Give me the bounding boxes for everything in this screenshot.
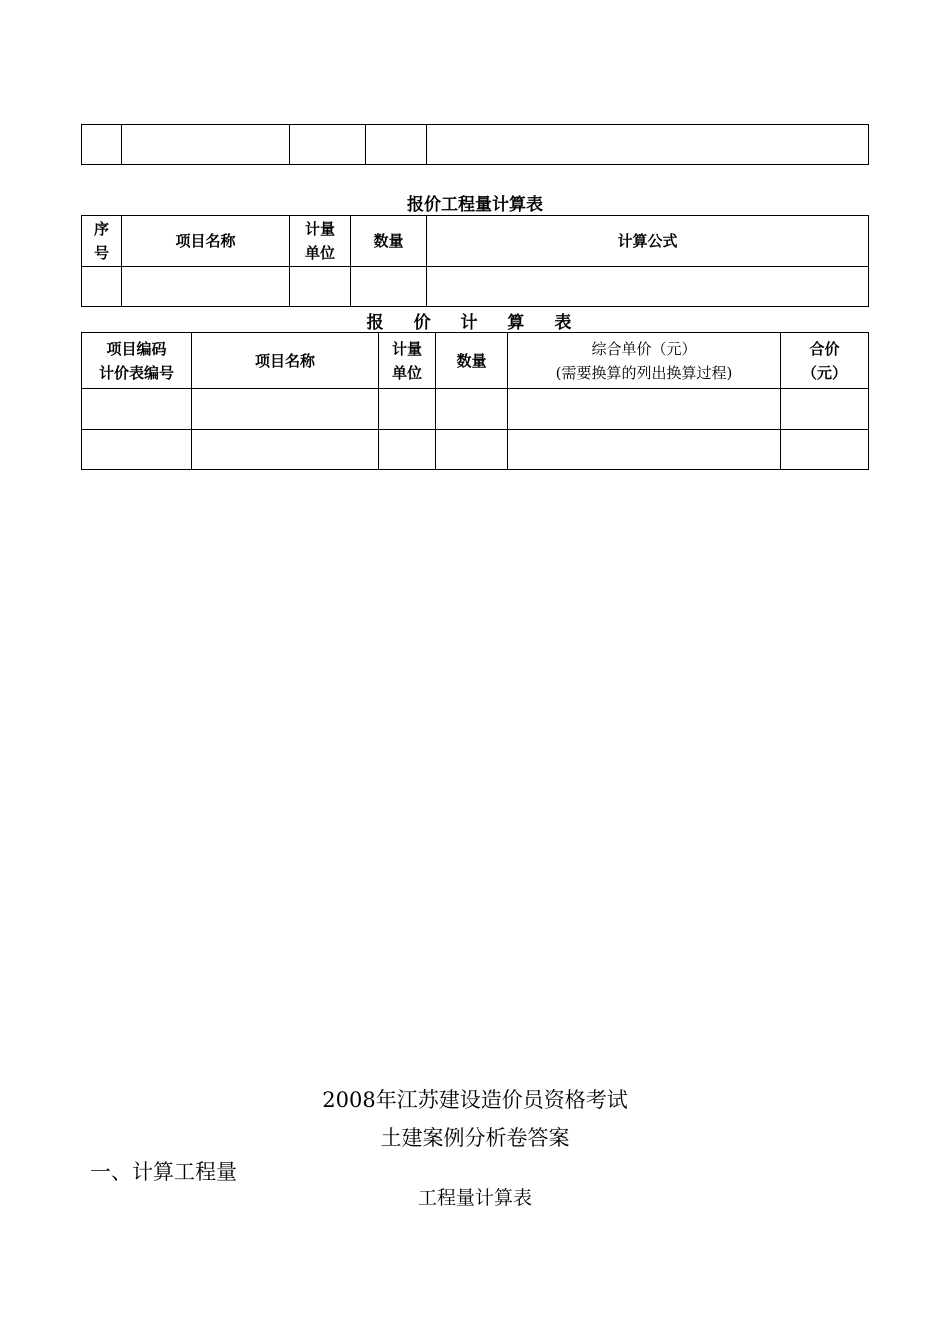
- table-cell: [192, 430, 379, 470]
- header-quantity: 数量: [351, 216, 427, 267]
- table-cell: [82, 389, 192, 430]
- table-header-row: [82, 333, 869, 389]
- table-cell: [192, 389, 379, 430]
- header-quantity: 数量: [436, 333, 508, 389]
- header-total-price: 合价 （元）: [781, 333, 869, 389]
- table-cell: [290, 125, 366, 165]
- table-cell: [436, 430, 508, 470]
- header-item-code: 项目编码 计价表编号: [82, 333, 192, 389]
- table-cell: [82, 430, 192, 470]
- table-cell: [781, 430, 869, 470]
- quote-calc-table-title: 报 价 计 算 表: [366, 313, 584, 333]
- table-row: [82, 389, 869, 430]
- table-cell: [508, 389, 781, 430]
- table-cell: [508, 430, 781, 470]
- table-cell: [82, 267, 122, 307]
- header-item-name: 项目名称: [122, 216, 290, 267]
- table-cell: [122, 267, 290, 307]
- quote-quantity-table: [81, 215, 869, 307]
- table-cell: [427, 125, 869, 165]
- table-top-fragment: [81, 124, 869, 165]
- header-seq: 序 号: [82, 216, 122, 267]
- table-cell: [290, 267, 351, 307]
- table-cell: [366, 125, 427, 165]
- table-row: [82, 125, 869, 165]
- quote-quantity-table-title: 报价工程量计算表: [407, 195, 543, 215]
- answer-title-line1: 2008年江苏建设造价员资格考试: [322, 1088, 628, 1112]
- header-unit: 计量 单位: [379, 333, 436, 389]
- table-header-row: [82, 216, 869, 267]
- table-cell: [781, 389, 869, 430]
- header-formula: 计算公式: [427, 216, 869, 267]
- section-heading: 一、计算工程量: [90, 1160, 237, 1184]
- header-unit-price: 综合单价（元） (需要换算的列出换算过程): [508, 333, 781, 389]
- table-cell: [82, 125, 122, 165]
- table-cell: [436, 389, 508, 430]
- table-row: [82, 430, 869, 470]
- table-cell: [379, 430, 436, 470]
- table-row: [82, 267, 869, 307]
- table-cell: [379, 389, 436, 430]
- answer-title-line2: 土建案例分析卷答案: [380, 1126, 570, 1150]
- table-cell: [122, 125, 290, 165]
- table-cell: [427, 267, 869, 307]
- header-unit: 计量 单位: [290, 216, 351, 267]
- quantity-table-title: 工程量计算表: [417, 1187, 532, 1209]
- quote-calc-table: [81, 332, 869, 470]
- header-item-name: 项目名称: [192, 333, 379, 389]
- table-cell: [351, 267, 427, 307]
